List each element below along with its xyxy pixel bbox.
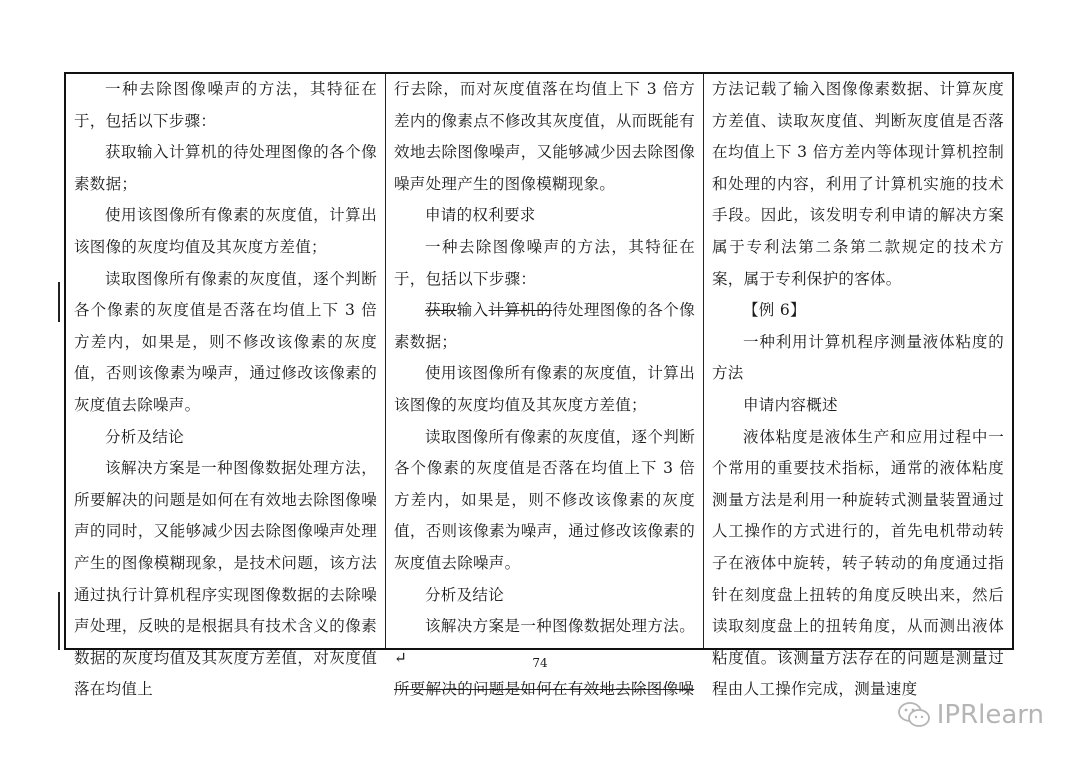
step-text: 输入 [456,301,489,320]
right-continuation: 方法记载了输入图像像素数据、计算灰度方差值、读取灰度值、判断灰度值是否落在均值上下 3 倍方差内等体现计算机控制和处理的内容，利用了计算机实施的技术手段。因此，该发明专利申请的解决方案属于专利法第二条第二款规定的技术方案，属于专利保护的客体。 [712,80,1004,288]
middle-deleted-line [394,674,695,706]
deleted-text: 获取 [425,301,457,320]
middle-step-1 [394,295,695,358]
middle-claims-heading: 申请的权利要求 [425,206,536,225]
analysis-sentence: 该解决方案是一种图像数据处理方法。 [425,617,695,636]
left-step-2: 使用该图像所有像素的灰度值，计算出该图像的灰度均值及其灰度方差值； [74,206,377,256]
watermark-text: IPRlearn [936,700,1044,730]
page-number: 74 [532,656,548,670]
example-title: 一种利用计算机程序测量液体粘度的方法 [712,332,1004,383]
deleted-text: 所要解决的问题是如何在有效地去除图像噪 [394,680,695,699]
left-analysis-heading: 分析及结论 [105,427,185,446]
step-text: 待处理图像的各个像素数据； [394,301,695,351]
paragraph-mark: ↵ [394,648,408,667]
left-step-3: 读取图像所有像素的灰度值，逐个判断各个像素的灰度值是否落在均值上下 3 倍方差内，如果是，则不修改该像素的灰度值，否则该像素为噪声，通过修改该像素的灰度值去除噪声。 [74,269,377,414]
left-analysis-text: 该解决方案是一种图像数据处理方法，所要解决的问题是如何在有效地去除图像噪声的同时，又能够减少因去除图像噪声处理产生的图像模糊现象，是技术问题，该方法通过执行计算机程序实现图像数据的去除噪声处理，反映的是根据具有技术含义的像素数据的灰度均值及其灰度方差值，对灰度值落在均值上 [74,459,377,699]
left-step-1: 获取输入计算机的待处理图像的各个像素数据； [74,143,377,193]
column-left [66,74,386,699]
middle-step-3: 读取图像所有像素的灰度值，逐个判断各个像素的灰度值是否落在均值上下 3 倍方差内，如果是，则不修改该像素的灰度值，否则该像素为噪声，通过修改该像素的灰度值去除噪声。 [394,427,695,572]
middle-analysis-heading: 分析及结论 [425,585,505,604]
column-right [704,74,1012,699]
middle-claim-preamble: 一种去除图像噪声的方法，其特征在于，包括以下步骤： [394,237,695,288]
middle-step-2: 使用该图像所有像素的灰度值，计算出该图像的灰度均值及其灰度方差值； [394,364,695,414]
wechat-icon [897,701,931,729]
summary-heading: 申请内容概述 [743,395,838,414]
left-claim-preamble: 一种去除图像噪声的方法，其特征在于，包括以下步骤： [74,80,377,130]
change-bar [58,592,60,650]
summary-text: 液体粘度是液体生产和应用过程中一个常用的重要技术指标，通常的液体粘度测量方法是利用一种旋转式测量装置通过人工操作的方式进行的，首先电机带动转子在液体中旋转，转子转动的角度通过指针在刻度盘上扭转的角度反映出来，然后读取刻度盘上的扭转角度，从而测出液体粘度值。该测量方法存在的问题是测量过程由人工操作完成，测量速度 [712,427,1004,699]
watermark [897,700,1044,730]
change-bar [58,282,60,322]
middle-continuation: 行去除，而对灰度值落在均值上下 3 倍方差内的像素点不修改其灰度值，从而既能有效地去除图像噪声，又能够减少因去除图像噪声处理产生的图像模糊现象。 [394,80,695,193]
example-heading: 【例 6】 [743,301,806,320]
deleted-text: 计算机的 [488,301,553,320]
